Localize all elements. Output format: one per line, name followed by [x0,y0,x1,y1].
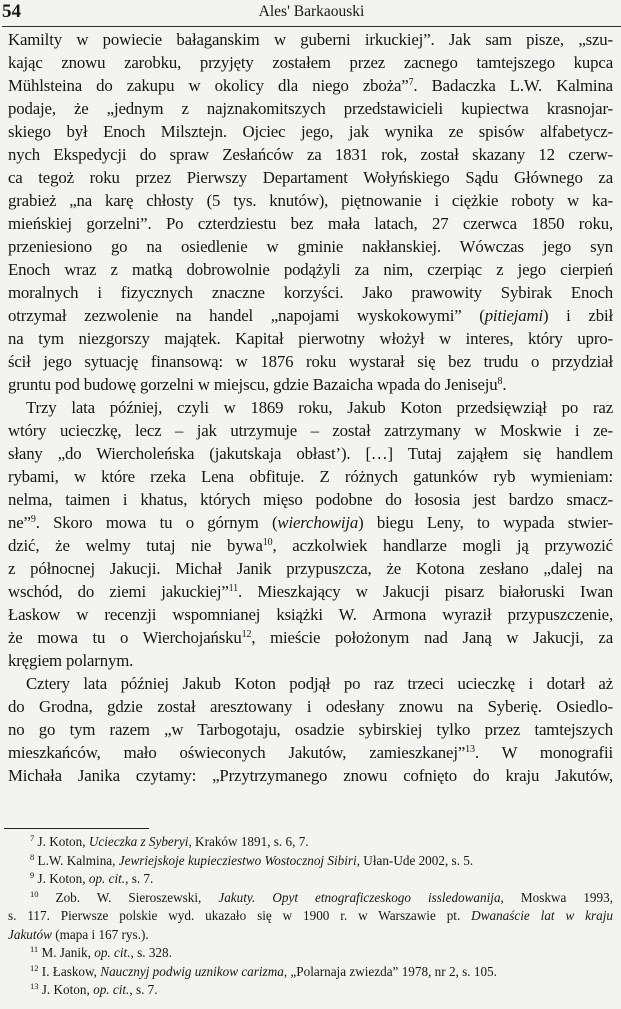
text-line: ne”$^9$. Skoro mowa tu o górnym (wierchowija) biegu Leny, to wypada stwier- [8,513,613,532]
page-number: 54 [2,1,21,22]
text-line: Enoch wraz z matką dobrowolnie podążyli za nim, czerpiąc z jego cierpień [8,260,613,279]
text-line: kręgiem polarnym. [8,651,134,670]
text-line: podaje, że „jednym z najznakomitszych przedstawicieli kupiectwa krasnojar- [8,99,613,118]
footnote-ref[interactable]: 11 [228,583,239,594]
text-line: skiego był Enoch Milsztejn. Ojciec jego, jak wynika ze spisów alfabetycz- [8,122,613,141]
footnote-ref[interactable]: 13 [465,744,475,755]
paragraph-start: Trzy lata później, czyli w 1869 roku, Jakub Koton przedsięwziął po raz [26,398,613,417]
text-line: Kamilty w powiecie bałaganskim w guberni irkuckiej”. Jak sam pisze, „szu- [8,30,613,49]
footnote-continuation: Jakutów (mapa i 167 rys.). [8,926,149,942]
text-line: mieńskiej gorzelni”. Po czterdziestu bez mała latach, 27 czerwca 1850 roku, [8,214,613,233]
footnote: $^7$ J. Koton, Ucieczka z Syberyi, Kraków 1891, s. 6, 7. [30,833,309,849]
text-line: do Grodna, gdzie został aresztowany i odesłany znowu na Syberię. Osiedlo- [8,697,613,716]
text-line: ca tegoż roku przez Pierwszy Departament Wołyńskiego Sądu Głównego za [8,168,613,187]
running-head: Ales' Barkaouski [258,3,365,20]
text-line: wschód, do ziemi jakuckiej”$^{11}$. Mieszkający w Jakucji pisarz białoruski Iwan [8,582,613,601]
text-line: rybami, w które rzeka Lena obfituje. Z różnych gatunków ryb wymieniam: [8,467,613,486]
text-line: na tym niezgorszy majątek. Kapitał pierwotny włożył w interes, który upro- [8,329,613,348]
text-line: gruntu pod budowę gorzelni w miejscu, gdzie Bazaicha wpada do Jeniseju$^8$. [8,375,507,394]
footnote-ref[interactable]: 7 [408,77,414,88]
text-line: grabież „na karę chłosty (5 tys. knutów), piętnowanie i ciężkie roboty w ka- [8,191,613,210]
footnote-ref[interactable]: 9 [30,514,36,525]
text-line: otrzymał zezwolenie na handel „napojami wyskokowymi” (pitiejami) i zbił [8,306,613,325]
text-line: przeniesiono go na osiedlenie w gminie nakłanskiej. Wówczas jego syn [8,237,613,256]
footnote: $^{12}$ I. Łaskow, Naucznyj podwig uznikow carizma, „Polarnaja zwiezda” 1978, nr 2, s. 105. [30,962,497,979]
text-line: nelma, taimen i khatus, których mięso podobne do łososia jest bardzo smacz- [8,490,613,509]
text-line: że mowa tu o Wierchojańsku$^{12}$, mieście położonym nad Janą w Jakucji, za [8,628,613,647]
footnote-ref[interactable]: 8 [497,376,503,387]
text-line: dzić, że welmy tutaj nie bywa$^{10}$, aczkolwiek handlarze mogli ją przywozić [8,536,613,555]
text-line: kając znowu zarobku, przyjęty zostałem przez zacnego tamtejszego kupca [8,53,613,72]
text-line: nych Ekspedycji do spraw Zesłańców za 1831 rok, został skazany 12 czerw- [8,145,613,164]
footnote: $^9$ J. Koton, op. cit., s. 7. [30,870,154,886]
text-line: Łaskow w recenzji wspomnianej książki W. Armona wyraził przypuszczenie, [8,605,613,624]
text-line: moralnych i fizycznych znaczne korzyści. Jako prawowity Sybirak Enoch [8,283,613,302]
footnote: $^{11}$ M. Janik, op. cit., s. 328. [30,944,172,960]
paragraph-start: Cztery lata później Jakub Koton podjął po raz trzeci ucieczkę i dotarł aż [26,674,613,693]
body-text [8,28,613,787]
text-line: słany „do Wiercholeńska (jakutskaja obłast’). […] Tutaj zająłem się handlem [8,444,613,463]
footnote: $^8$ L.W. Kalmina, Jewriejskoje kupiecziestwo Wostocznoj Sibiri, Ułan-Ude 2002, s. 5. [30,851,474,868]
footnotes [8,833,613,1000]
footnote-rule [4,828,149,829]
footnote-ref[interactable]: 10 [262,537,273,548]
page-header [2,1,621,23]
text-line: wtóry ucieczkę, lecz – jak utrzymuje – został zatrzymany w Moskwie i ze- [8,421,613,440]
text-line: z północnej Jakucji. Michał Janik przypuszcza, że Kotona zesłano „dalej na [8,559,613,578]
text-line: no go tym razem „w Tarbogotaju, osadzie sybirskiej tylko przez tamtejszych [8,720,613,739]
text-line: ścił jego sytuację finansową: w 1876 roku wystarał się bez trudu o przydział [8,352,613,371]
text-line: Michała Janika czytamy: „Przytrzymanego znowu cofnięto do kraju Jakutów, [8,766,613,785]
footnote: $^{10}$ Zob. W. Sieroszewski, Jakuty. Opyt etnograficzeskogo issledowanija, Moskwa 1993, [30,888,613,905]
footnote: $^{13}$ J. Koton, op. cit., s. 7. [30,981,158,997]
footnote-continuation: s. 117. Pierwsze polskie wyd. ukazało się w 1900 r. w Warszawie pt. Dwanaście lat w kraju [8,908,613,923]
text-line: mieszkańców, mało oświeconych Jakutów, zamieszkanej”$^{13}$. W monografii [8,743,613,762]
header-rule [2,26,621,27]
footnote-ref[interactable]: 12 [241,629,252,640]
text-line: Mühlsteina do zakupu w okolicy dla niego zboża”$^7$. Badaczka L.W. Kalmina [8,76,613,95]
